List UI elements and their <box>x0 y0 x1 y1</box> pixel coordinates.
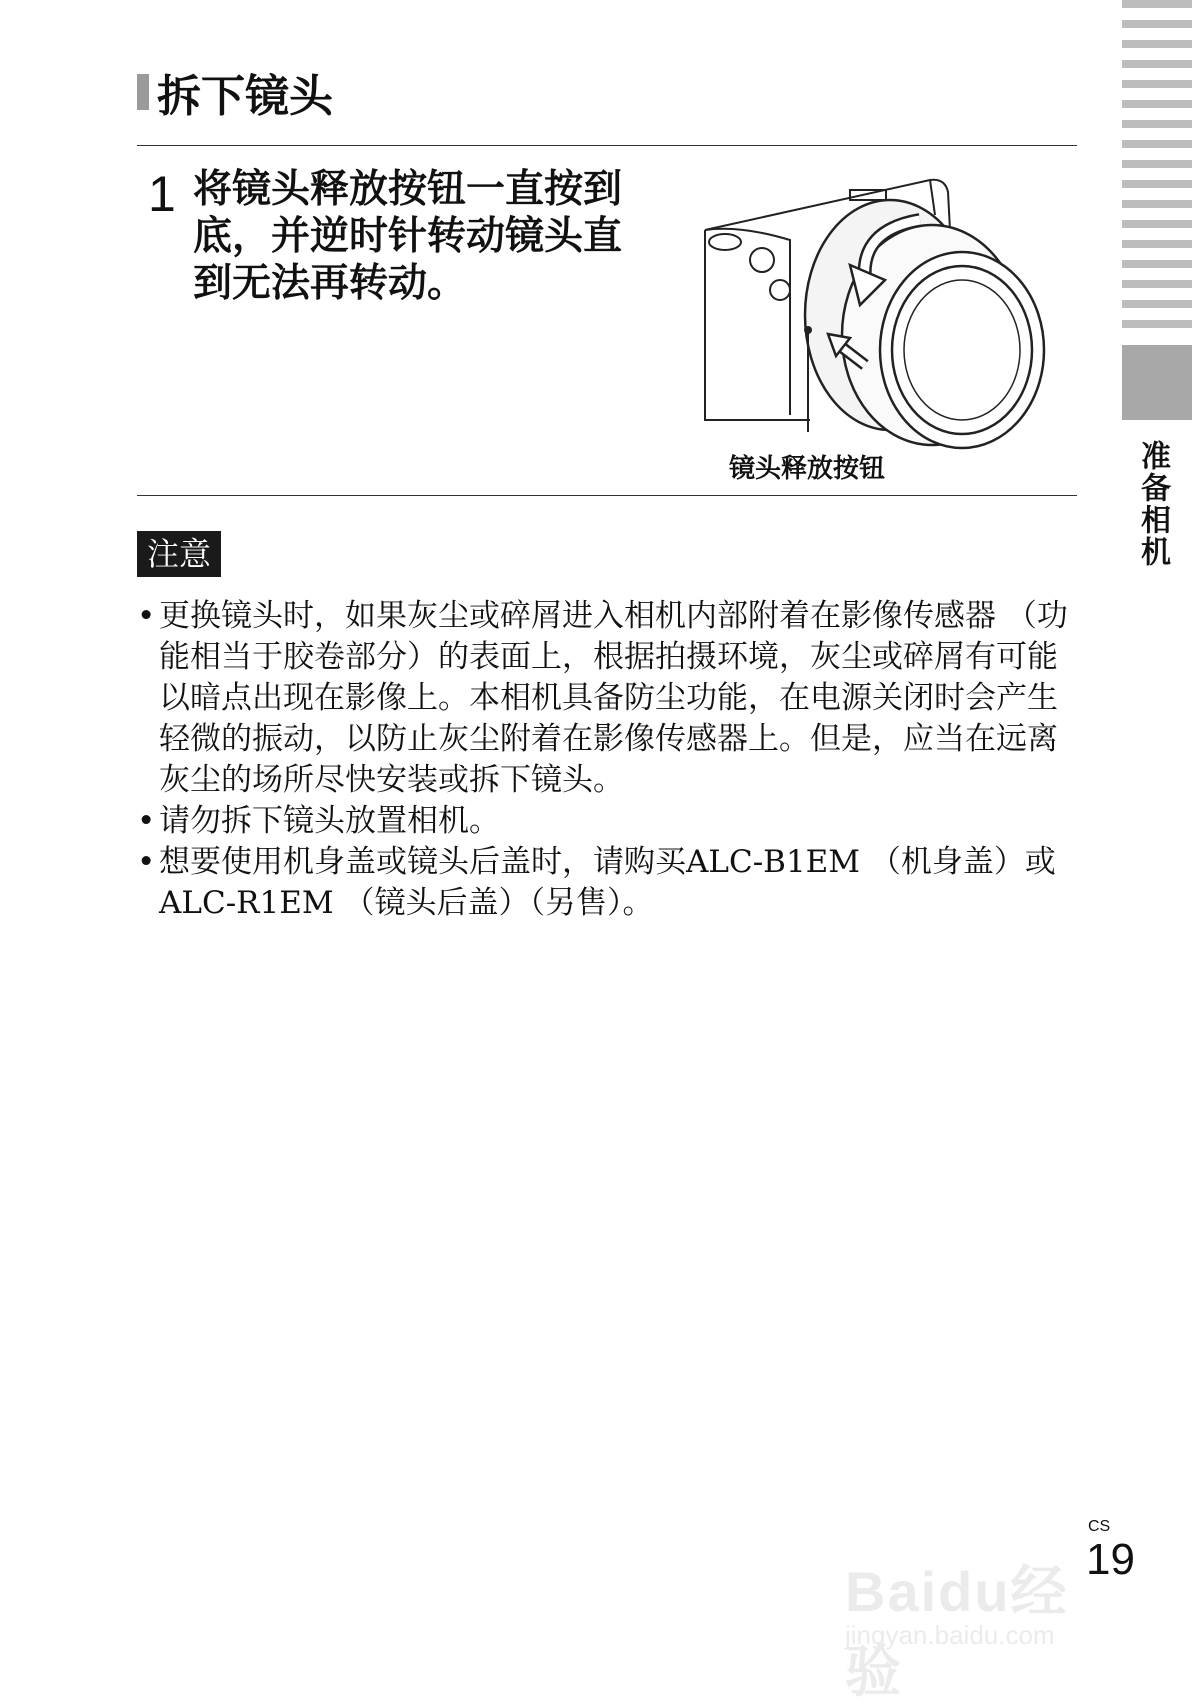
note-badge: 注意 <box>137 531 221 577</box>
section-title <box>137 60 333 124</box>
baidu-watermark <box>845 1520 1125 1703</box>
divider-bottom <box>137 495 1077 496</box>
watermark-sub: jingyan.baidu.com <box>845 1620 1055 1650</box>
step-text: 将镜头释放按钮一直按到底，并逆时针转动镜头直到无法再转动。 <box>193 167 623 306</box>
camera-lens-illustration <box>700 170 1080 460</box>
notes-list <box>137 596 1077 924</box>
page-number: 19 <box>1086 1535 1135 1584</box>
figure-caption: 镜头释放按钮 <box>729 454 886 484</box>
language-code: CS <box>1088 1518 1111 1535</box>
note-item: • 更换镜头时，如果灰尘或碎屑进入相机内部附着在影像传感器 （功能相当于胶卷部分）的表面上，根据拍摄环境，灰尘或碎屑有可能以暗点出现在影像上。本相机具备防尘功能，在电源关闭时会产生轻微的振动，以防止灰尘附着在影像传感器上。但是，应当在远离灰尘的场所尽快安装或拆下镜头。 <box>137 596 1077 801</box>
divider-top <box>137 145 1077 146</box>
side-tab-marker <box>1122 345 1192 420</box>
note-item: • 想要使用机身盖或镜头后盖时，请购买ALC-B1EM （机身盖）或ALC-R1EM （镜头后盖）（另售）。 <box>137 842 1077 924</box>
section-title-text: 拆下镜头 <box>157 71 333 122</box>
title-bar-icon <box>137 74 149 110</box>
side-tab-stripes <box>1122 0 1192 340</box>
side-tab-label: 准备相机 <box>1135 440 1170 568</box>
step-number: 1 <box>148 166 176 222</box>
note-item: • 请勿拆下镜头放置相机。 <box>137 801 1077 842</box>
watermark-main: Baidu经验 <box>845 1560 1069 1703</box>
